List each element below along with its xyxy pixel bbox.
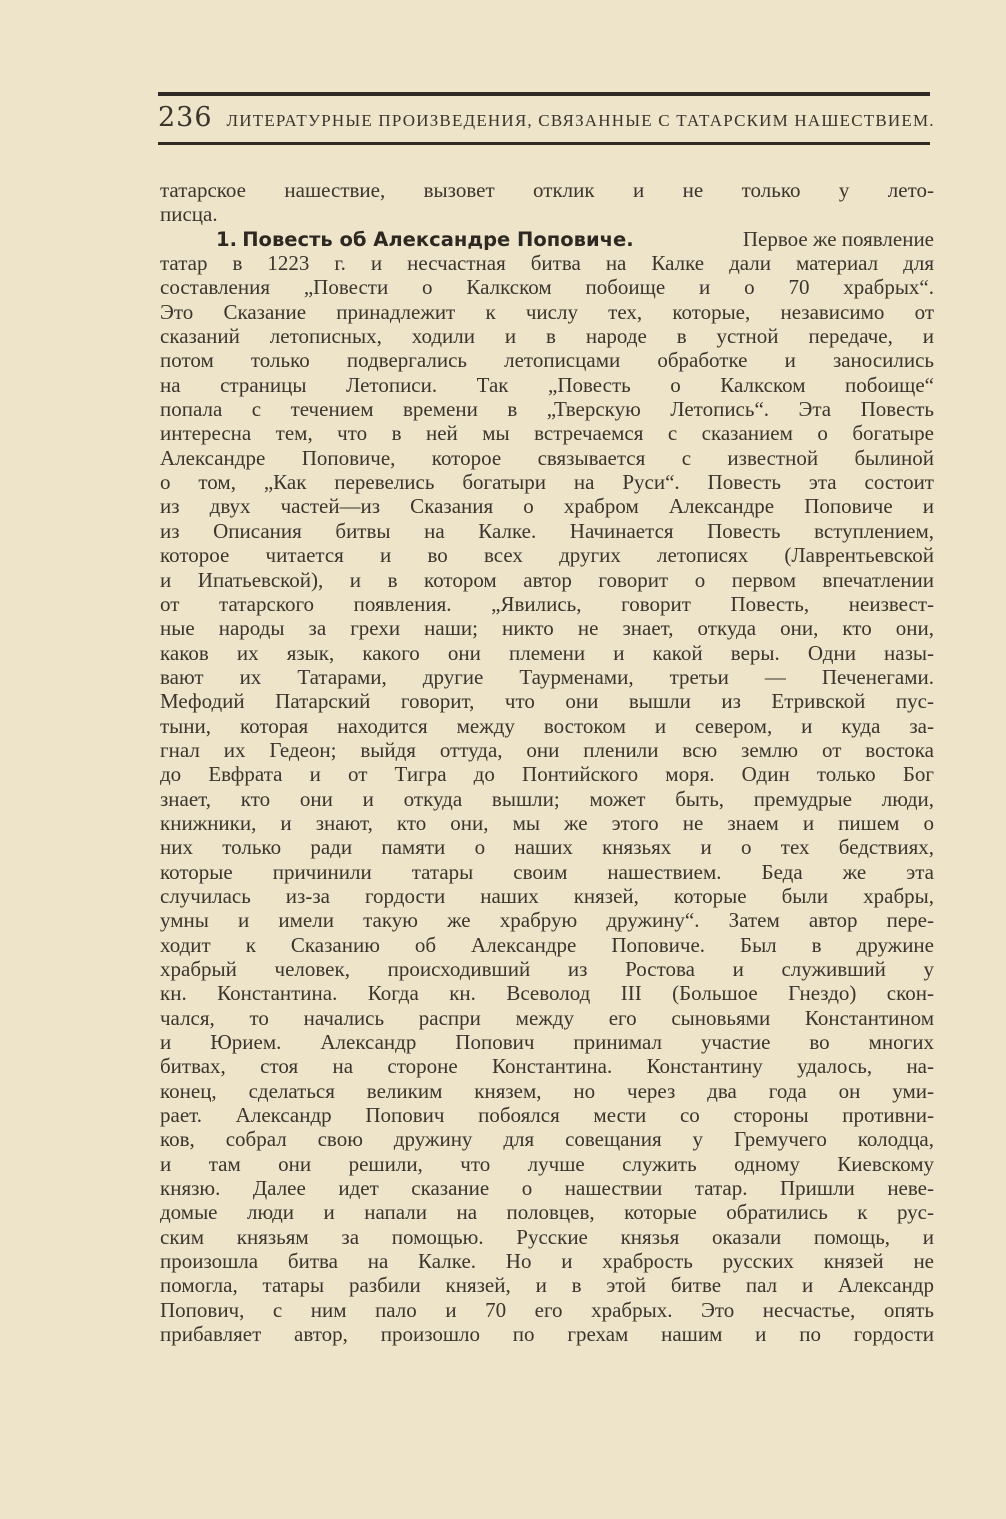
text-line: Александре Поповиче, которое связывается с известной былиной (160, 445, 934, 470)
text-line: рает. Александр Попович побоялся мести со стороны противни- (160, 1103, 934, 1128)
text-line: от татарского появления. „Явились, говорит Повесть, неизвест- (160, 591, 934, 616)
text-line: и Ипатьевской), и в котором автор говорит о первом впечатлении (160, 567, 934, 592)
text-line: потом только подвергались летописцами обработке и заносились (160, 348, 934, 373)
running-title: ЛИТЕРАТУРНЫЕ ПРОИЗВЕДЕНИЯ, СВЯЗАННЫЕ С ТАТАРСКИМ НАШЕСТВИЕМ. (226, 111, 935, 130)
text-line: книжники, и знают, кто они, мы же этого не знаем и пишем о (160, 810, 934, 835)
text-line: произошла битва на Калке. Но и храбрость русских князей не (160, 1249, 934, 1274)
text-line: о том, „Как перевелись богатыри на Руси“. Повесть эта состоит (160, 470, 934, 495)
text-line: до Евфрата и от Тигра до Понтийского моря. Один только Бог (160, 762, 934, 787)
header-rule-bottom (158, 142, 930, 145)
text-line: Попович, с ним пало и 70 его храбрых. Это несчастье, опять (160, 1297, 934, 1322)
text-line: конец, сделаться великим князем, но через два года он уми- (160, 1078, 934, 1103)
text-line: домые люди и напали на половцев, которые обратились к рус- (160, 1200, 934, 1225)
text-line: храбрый человек, происходивший из Ростова и служивший у (160, 957, 934, 981)
text-line: случилась из-за гордости наших князей, которые были храбры, (160, 883, 934, 908)
text-line: чался, то начались распри между его сыновьями Константином (160, 1005, 934, 1030)
text-line: помогла, татары разбили князей, и в этой битве пал и Александр (160, 1273, 934, 1298)
text-line: князю. Далее идет сказание о нашествии татар. Пришли неве- (160, 1176, 934, 1201)
text-line: них только ради памяти о наших князьях и о тех бедствиях, (160, 835, 934, 860)
text-line: из двух частей—из Сказания о храбром Александре Поповиче и (160, 494, 934, 519)
text-line-rest: Первое же появление (742, 226, 934, 251)
text-line: каков их язык, какого они племени и какой веры. Одни назы- (160, 640, 934, 665)
running-head (158, 102, 935, 136)
text-line: битвах, стоя на стороне Константина. Константину удалось, на- (160, 1054, 934, 1079)
section-heading (216, 227, 634, 251)
text-line: Мефодий Патарский говорит, что они вышли из Етривской пус- (160, 689, 934, 714)
text-line: составления „Повести о Калкском побоище и о 70 храбрых“. (160, 275, 934, 300)
text-line: на страницы Летописи. Так „Повесть о Калкском побоище“ (160, 372, 934, 397)
page-number: 236 (158, 102, 213, 133)
text-line: татарское нашествие, вызовет отклик и не только у лето- (160, 178, 934, 202)
text-line: из Описания битвы на Калке. Начинается Повесть вступлением, (160, 518, 934, 543)
header-rule-top (158, 92, 930, 96)
text-line: попала с течением времени в „Тверскую Летопись“. Эта Повесть (160, 397, 934, 422)
text-line: писца. (160, 202, 218, 227)
text-line: и там они решили, что лучше служить одному Киевскому (160, 1151, 934, 1176)
text-line: умны и имели такую же храбрую дружину“. Затем автор пере- (160, 908, 934, 933)
text-line: Это Сказание принадлежит к числу тех, которые, независимо от (160, 299, 934, 324)
text-line: интересна тем, что в ней мы встречаемся с сказанием о богатыре (160, 421, 934, 446)
section-title: Повесть об Александре Поповиче. (242, 227, 634, 251)
section-heading-line (160, 227, 934, 251)
text-line: гнал их Гедеон; выйдя оттуда, они пленили всю землю от востока (160, 737, 934, 762)
text-line: которое читается и во всех других летописях (Лаврентьевской (160, 543, 934, 568)
text-line: прибавляет автор, произошло по грехам нашим и по гордости (160, 1322, 934, 1347)
text-line: кн. Константина. Когда кн. Всеволод III (Большое Гнездо) скон- (160, 981, 934, 1006)
text-line: татар в 1223 г. и несчастная битва на Калке дали материал для (160, 251, 934, 276)
body-text (160, 178, 934, 1347)
text-line: тыни, которая находится между востоком и севером, и куда за- (160, 713, 934, 738)
text-line: которые причинили татары своим нашествием. Беда же эта (160, 859, 934, 884)
section-number: 1. (216, 227, 237, 251)
text-line: ков, собрал свою дружину для совещания у Гремучего колодца, (160, 1127, 934, 1152)
text-line: и Юрием. Александр Попович принимал участие во многих (160, 1030, 934, 1055)
text-line: ходит к Сказанию об Александре Поповиче. Был в дружине (160, 932, 934, 957)
text-line: ные народы за грехи наши; никто не знает, откуда они, кто они, (160, 616, 934, 641)
text-line: знает, кто они и откуда вышли; может быть, премудрые люди, (160, 786, 934, 811)
text-line: сказаний летописных, ходили и в народе в устной передаче, и (160, 324, 934, 349)
text-line: вают их Татарами, другие Таурменами, третьи — Печенегами. (160, 664, 934, 689)
text-line: ским князьям за помощью. Русские князья оказали помощь, и (160, 1224, 934, 1249)
